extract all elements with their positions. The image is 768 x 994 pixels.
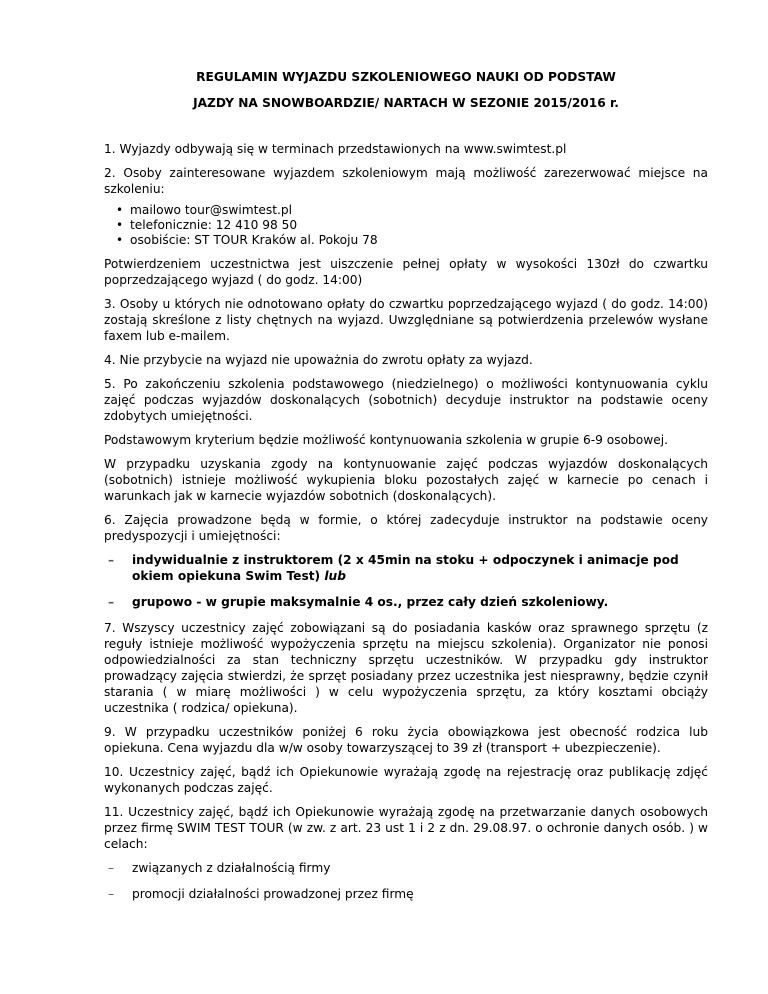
- bullet-icon: •: [116, 218, 124, 232]
- contact-address: osobiście: ST TOUR Kraków al. Pokoju 78: [130, 233, 378, 247]
- paragraph-7: 7. Wszyscy uczestnicy zajęć zobowiązani są do posiadania kasków oraz sprawnego sprzętu (z reguły istnieje możliwość wypożyczenia sprzętu na miejscu szkolenia). Organizator nie ponosi odpowiedzialności za stan techniczny sprzętu uczestników. W przypadku gdy instruktor prowadzący zajęcia stwierdzi, że sprzęt posiadany przez uczestnika jest niesprawny, będzie czynił starania ( w miarę możliwości ) w celu wypożyczenia sprzętu, za który kosztami obciąży uczestnika ( rodzica/ opiekuna).: [104, 621, 708, 715]
- contact-email: mailowo tour@swimtest.pl: [130, 203, 293, 217]
- bullet-icon: •: [116, 203, 124, 217]
- paragraph-continuation: W przypadku uzyskania zgody na kontynuowanie zajęć podczas wyjazdów doskonalących (sobotnich) istnieje możliwość wykupienia bloku pozostałych zajęć w karnecie po cenach i warunkach jak w karnecie wyjazdów sobotnich (doskonalących).: [104, 457, 708, 503]
- paragraph-criterion: Podstawowym kryterium będzie możliwość kontynuowania szkolenia w grupie 6-9 osobowej.: [104, 433, 668, 447]
- paragraph-2: 2. Osoby zainteresowane wyjazdem szkoleniowym mają możliwość zarezerwować miejsce na szkoleniu:: [104, 166, 708, 196]
- form-individual-suffix: lub: [324, 569, 346, 583]
- paragraph-11: 11. Uczestnicy zajęć, bądź ich Opiekunowie wyrażają zgodę na przetwarzanie danych osobowych przez firmę SWIM TEST TOUR (w zw. z art. 23 ust 1 i 2 z dn. 29.08.97. o ochronie danych osób. ) w celach:: [104, 805, 708, 851]
- list-item: [104, 552, 708, 584]
- dash-icon: –: [108, 595, 115, 609]
- purpose-business: związanych z działalnością firmy: [132, 861, 331, 875]
- paragraph-1: 1. Wyjazdy odbywają się w terminach przedstawionych na www.swimtest.pl: [104, 142, 567, 156]
- document-title-line-2: JAZDY NA SNOWBOARDZIE/ NARTACH W SEZONIE 2015/2016 r.: [193, 96, 619, 110]
- list-item: [116, 203, 708, 218]
- purpose-promotion: promocji działalności prowadzonej przez firmę: [132, 887, 414, 901]
- paragraph-3: 3. Osoby u których nie odnotowano opłaty do czwartku poprzedzającego wyjazd ( do godz. 14:00) zostają skreślone z listy chętnych na wyjazd. Uwzględniane są potwierdzenia przelewów wysłane faxem lub e-mailem.: [104, 297, 708, 343]
- list-item: [104, 860, 708, 876]
- form-individual: indywidualnie z instruktorem (2 x 45min na stoku + odpoczynek i animacje pod okiem opiekuna Swim Test): [132, 553, 679, 583]
- paragraph-6: 6. Zajęcia prowadzone będą w formie, o której zadecyduje instruktor na podstawie oceny predyspozycji i umiejętności:: [104, 513, 708, 543]
- dash-icon: –: [108, 553, 115, 567]
- document-title-line-1: REGULAMIN WYJAZDU SZKOLENIOWEGO NAUKI OD PODSTAW: [196, 70, 616, 84]
- purposes-list: [104, 860, 708, 902]
- contact-list: [104, 203, 708, 248]
- paragraph-9: 9. W przypadku uczestników poniżej 6 roku życia obowiązkowa jest obecność rodzica lub opiekuna. Cena wyjazdu dla w/w osoby towarzyszącej to 39 zł (transport + ubezpieczenie).: [104, 725, 708, 755]
- list-item: [116, 218, 708, 233]
- paragraph-5: 5. Po zakończeniu szkolenia podstawowego (niedzielnego) o możliwości kontynuowania cyklu zajęć podczas wyjazdów doskonalących (sobotnich) decyduje instruktor na podstawie oceny zdobytych umiejętności.: [104, 377, 708, 423]
- bullet-icon: •: [116, 233, 124, 247]
- dash-icon: –: [108, 861, 115, 875]
- form-group: grupowo - w grupie maksymalnie 4 os., przez cały dzień szkoleniowy.: [132, 595, 609, 609]
- list-item: [104, 594, 708, 610]
- contact-phone: telefonicznie: 12 410 98 50: [130, 218, 298, 232]
- class-forms-list: [104, 552, 708, 610]
- list-item: [116, 233, 708, 248]
- dash-icon: –: [108, 887, 115, 901]
- paragraph-confirmation: Potwierdzeniem uczestnictwa jest uiszczenie pełnej opłaty w wysokości 130zł do czwartku poprzedzającego wyjazd ( do godz. 14:00): [104, 257, 708, 287]
- list-item: [104, 886, 708, 902]
- paragraph-4: 4. Nie przybycie na wyjazd nie upoważnia do zwrotu opłaty za wyjazd.: [104, 353, 533, 367]
- paragraph-10: 10. Uczestnicy zajęć, bądź ich Opiekunowie wyrażają zgodę na rejestrację oraz publikację zdjęć wykonanych podczas zajęć.: [104, 765, 708, 795]
